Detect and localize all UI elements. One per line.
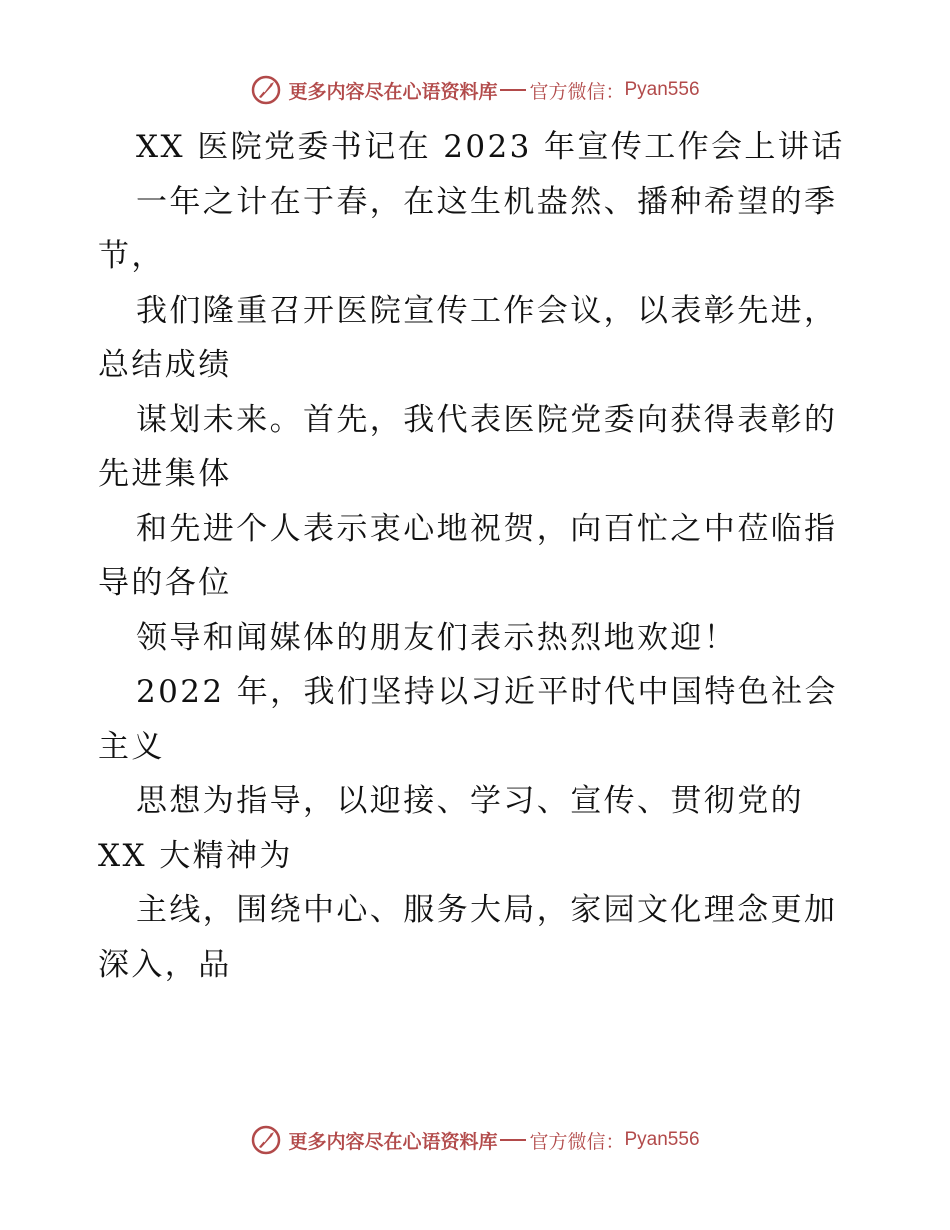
quill-pen-icon — [250, 74, 282, 106]
paragraph-line: 主义 — [98, 728, 165, 765]
wechat-label: 官方微信： — [529, 80, 625, 103]
paragraph-line: 导的各位 — [98, 565, 232, 601]
quill-pen-icon — [250, 1124, 282, 1156]
paragraph-line: 节， — [98, 238, 165, 274]
promo-text: 更多内容尽在心语资料库 — [288, 1130, 498, 1153]
promo-text: 更多内容尽在心语资料库 — [288, 80, 498, 103]
footer-watermark-banner — [0, 1120, 950, 1160]
paragraph-line: 和先进个人表示衷心地祝贺，向百忙之中莅临指 — [136, 510, 838, 547]
paragraph-line: 谋划未来。首先，我代表医院党委向获得表彰的 — [136, 401, 838, 438]
paragraph-line: 领导和闻媒体的朋友们表示热烈地欢迎！ — [136, 619, 738, 656]
paragraph-line: 思想为指导，以迎接、学习、宣传、贯彻党的 — [136, 783, 804, 819]
paragraph-line: 2022 年，我们坚持以习近平时代中国特色社会 — [136, 674, 838, 710]
banner-dash — [500, 89, 526, 91]
paragraph-line: 一年之计在于春，在这生机盎然、播种希望的季 — [136, 183, 838, 220]
banner-dash — [500, 1139, 526, 1141]
paragraph-line: 深入，品 — [98, 946, 232, 983]
header-watermark-banner — [0, 70, 950, 110]
wechat-id: Pyan556 — [624, 1129, 700, 1150]
paragraph-line: XX 大精神为 — [98, 837, 293, 874]
paragraph-line: 总结成绩 — [98, 347, 232, 383]
paragraph-line: 我们隆重召开医院宣传工作会议，以表彰先进， — [136, 292, 838, 329]
paragraph-line: 主线，围绕中心、服务大局，家园文化理念更加 — [136, 892, 838, 928]
document-title: XX 医院党委书记在 2023 年宣传工作会上讲话 — [136, 129, 845, 165]
wechat-id: Pyan556 — [624, 79, 700, 100]
paragraph-line: 先进集体 — [98, 456, 232, 492]
document-body — [98, 120, 858, 992]
wechat-label: 官方微信： — [529, 1130, 625, 1153]
